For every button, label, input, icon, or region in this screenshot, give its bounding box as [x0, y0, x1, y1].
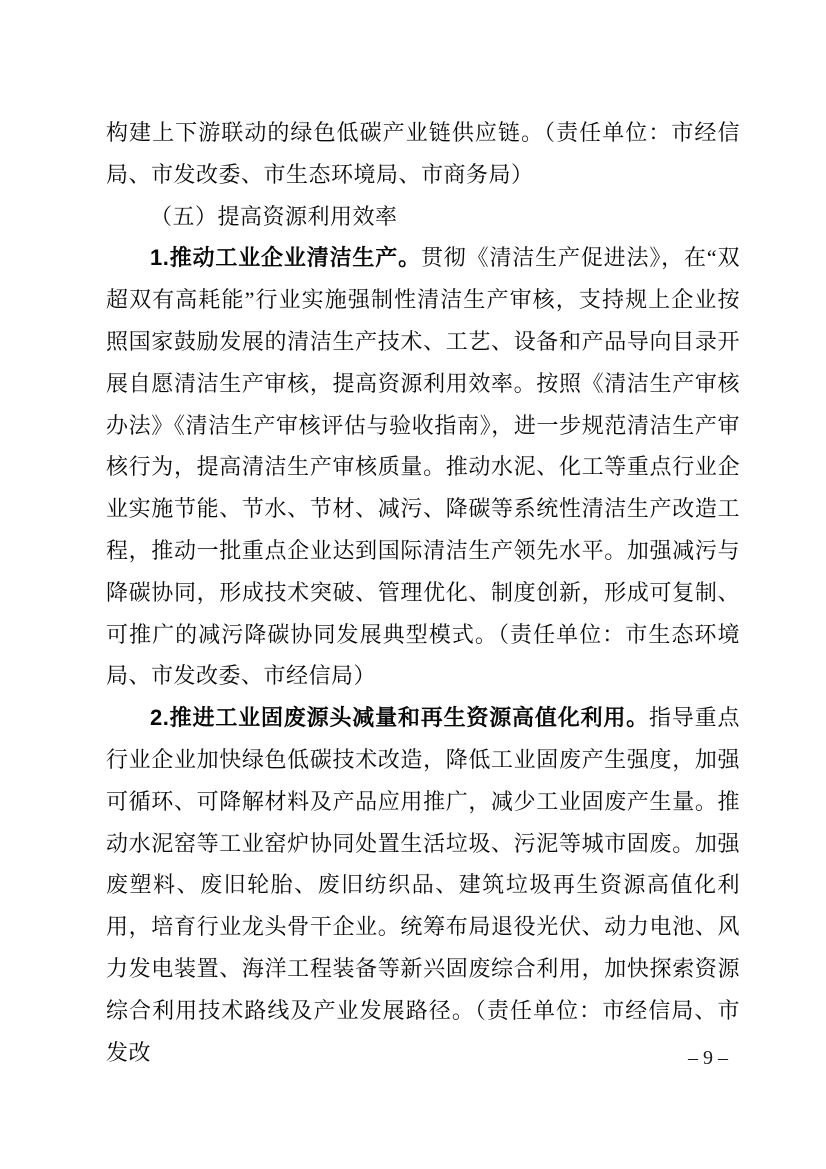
para-continuation [106, 112, 740, 196]
heading-section-5 [106, 196, 740, 238]
para-item-2 [106, 697, 740, 1073]
document-body [106, 112, 740, 1073]
text-segment-body: 构建上下游联动的绿色低碳产业链供应链。 [106, 120, 545, 145]
text-segment-unit: （责任单位：市经信局、市发改 [106, 997, 740, 1065]
text-segment-lead: 1.推动工业企业清洁生产。 [150, 245, 421, 271]
text-segment-lead: 2.推进工业固废源头减量和再生资源高值化利用。 [150, 705, 649, 731]
text-segment-body: 贯彻《清洁生产促进法》，在“双超双有高耗能”行业实施强制性清洁生产审核，支持规上企业按照国家鼓励发展的清洁生产技术、工艺、设备和产品导向目录开展自愿清洁生产审核，提高资源利用效率。按照《清洁生产审核办法》《清洁生产审核评估与验收指南》，进一步规范清洁生产审核行为，提高清洁生产审核质量。推动水泥、化工等重点行业企业实施节能、节水、节材、减污、降碳等系统性清洁生产改造工程，推动一批重点企业达到国际清洁生产领先水平。加强减污与降碳协同，形成技术突破、管理优化、制度创新，形成可复制、可推广的减污降碳协同发展典型模式。 [106, 245, 740, 647]
text-segment-unit: （责任单位：市生态环境局、市发改委、市经信局） [106, 621, 740, 689]
text-segment-body: 指导重点行业企业加快绿色低碳技术改造，降低工业固废产生强度，加强可循环、可降解材料及产品应用推广，减少工业固废产生量。推动水泥窑等工业窑炉协同处置生活垃圾、污泥等城市固废。加强废塑料、废旧轮胎、废旧纺织品、建筑垃圾再生资源高值化利用，培育行业龙头骨干企业。统筹布局退役光伏、动力电池、风力发电装置、海洋工程装备等新兴固废综合利用，加快探索资源综合利用技术路线及产业发展路径。 [106, 705, 740, 1023]
para-item-1 [106, 237, 740, 697]
page-number: – 9 – [688, 1047, 728, 1069]
text-segment-unit: （责任单位：市经信局、市发改委、市生态环境局、市商务局） [106, 120, 740, 187]
text-segment-heading: （五）提高资源利用效率 [150, 203, 398, 229]
